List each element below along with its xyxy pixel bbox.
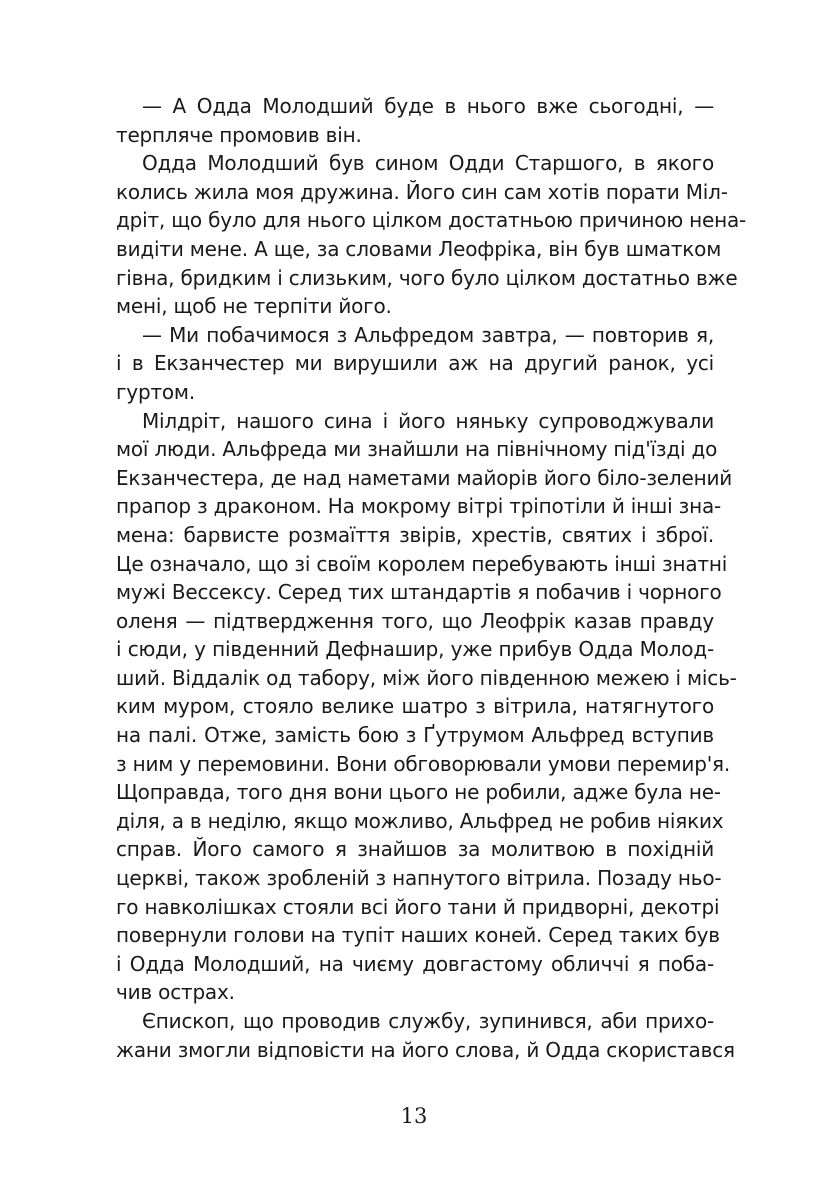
text-line: видіти мене. А ще, за словами Леофріка, він був шматком [116,236,722,261]
text-line: на палі. Отже, замість бою з Ґутрумом Альфред вступив [116,723,714,748]
text-line: Мілдріт, нашого сина і його няньку супроводжували [142,408,714,433]
text-line: справ. Його самого я знайшов за молитвою в похідній [116,837,714,862]
text-line: оленя — підтвердження того, що Леофрік казав правду [116,608,714,633]
text-line: гуртом. [116,379,195,404]
text-line: і Одда Молодший, на чиєму довгастому обличчі я поба- [116,951,714,976]
text-line: — Ми побачимося з Альфредом завтра, — повторив я, [142,322,714,347]
text-line: мужі Вессексу. Серед тих штандартів я побачив і чорного [116,580,722,605]
text-line: колись жила моя дружина. Його син сам хотів порати Міл- [116,179,728,204]
text-line: мені, щоб не терпіти його. [116,294,392,319]
text-line: Одда Молодший був сином Одди Старшого, в якого [142,151,714,176]
text-line: мена: барвисте розмаїття звірів, хрестів, святих і зброї. [116,522,714,547]
text-line: і сюди, у південний Дефнашир, уже прибув Одда Молод- [116,637,714,662]
text-line: ший. Віддалік од табору, між його південною межею і місь- [116,665,737,690]
text-line: гівна, бридким і слизьким, чого було цілком достатньо вже [116,265,738,290]
text-line: Єпископ, що проводив службу, зупинився, аби прихо- [142,1009,714,1033]
text-line: прапор з драконом. На мокрому вітрі тріпотіли й інші зна- [116,494,722,519]
text-line: ким муром, стояло велике шатро з вітрила, натягнутого [116,694,714,719]
text-line: жани змогли відповісти на його слова, й Одда скористався [116,1037,735,1062]
text-line: — А Одда Молодший буде в нього вже сьогодні, — [142,94,714,118]
text-line: церкві, також зробленій з напнутого вітрила. Позаду ньо- [116,866,722,891]
text-line: діля, а в неділю, якщо можливо, Альфред не робив ніяких [116,808,724,833]
text-line: чив острах. [116,980,235,1005]
page-number: 13 [400,1104,428,1128]
text-line: Це означало, що зі своїм королем перебувають інші знатні [116,551,728,576]
text-line: і в Екзанчестер ми вирушили аж на другий ранок, усі [116,351,714,376]
text-line: дріт, що було для нього цілком достатньою причиною нена- [116,208,747,233]
text-line: з ним у перемовини. Вони обговорювали умови перемир'я. [116,751,730,776]
body-text [116,92,747,1064]
text-line: терпляче промовив він. [116,122,362,147]
text-line: го навколішках стояли всі його тани й придворні, декотрі [116,894,720,919]
text-line: мої люди. Альфреда ми знайшли на північному під'їзді до [116,437,718,462]
text-line: повернули голови на тупіт наших коней. Серед таких був [116,923,720,948]
text-line: Щоправда, того дня вони цього не робили, адже була не- [116,780,721,805]
text-line: Екзанчестера, де над наметами майорів його біло-зелений [116,465,733,490]
